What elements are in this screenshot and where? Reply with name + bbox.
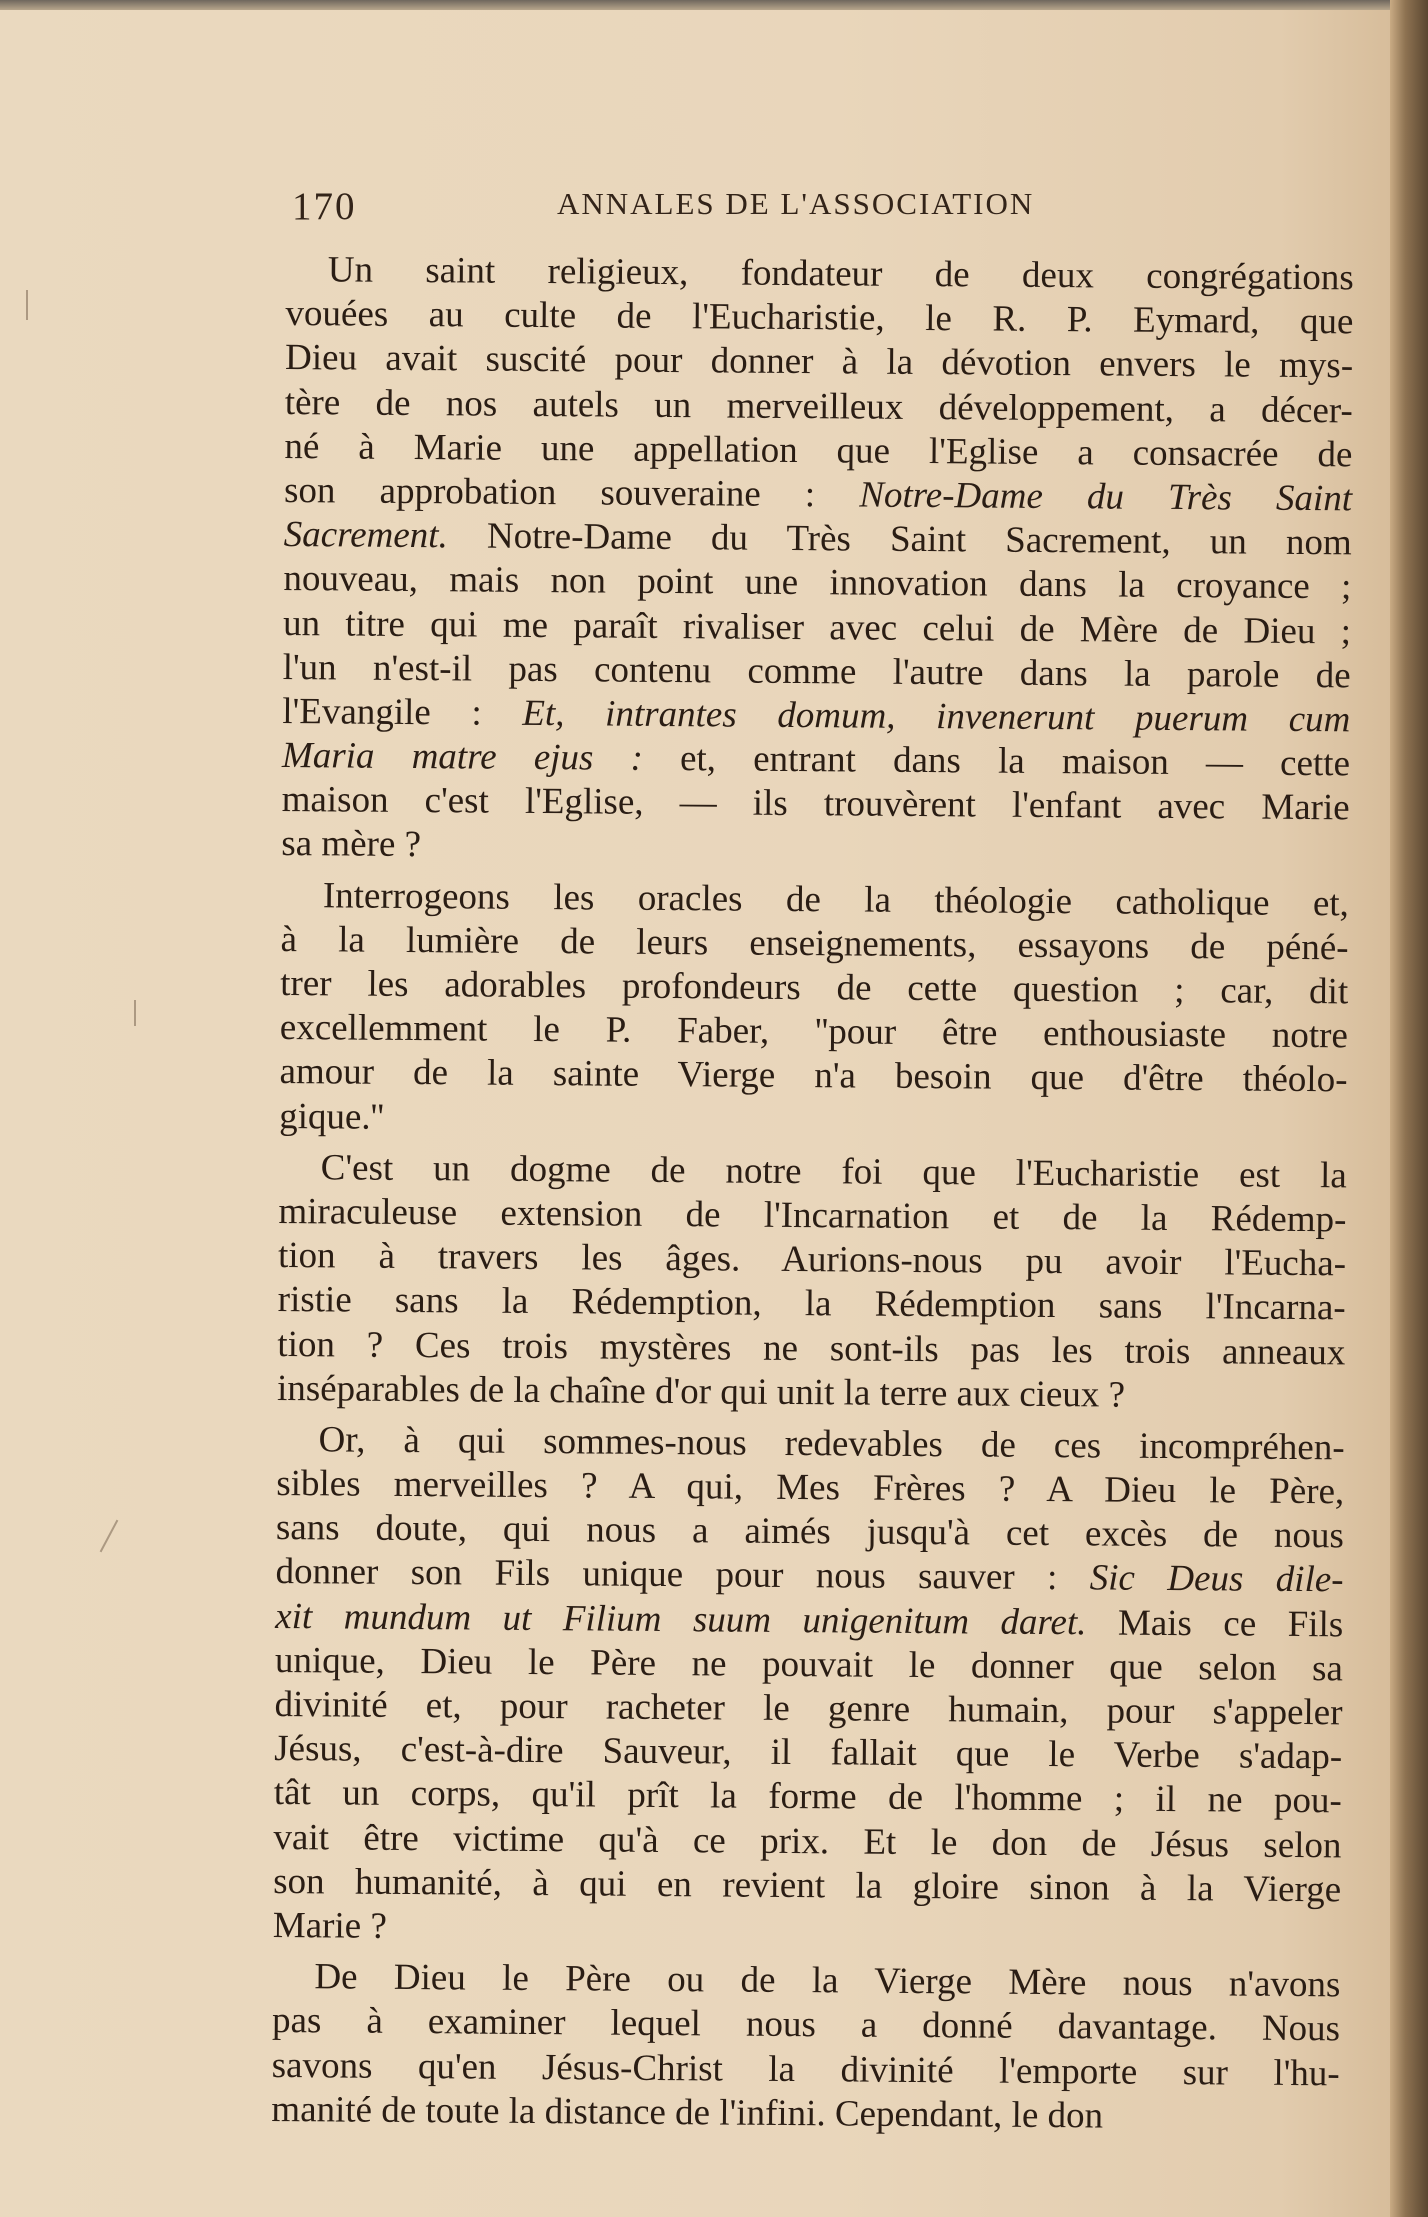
pencil-mark (100, 1520, 119, 1553)
text-line (278, 1278, 1346, 1331)
line-text: Or, à qui sommes-nous redevables de ces incompréhen- (318, 1419, 1345, 1469)
text-line (279, 1050, 1347, 1103)
line-text: sa mère ? (281, 823, 422, 866)
line-text: amour de la sainte Vierge n'a besoin que d'être théolo- (279, 1051, 1348, 1101)
line-text: sibles merveilles ? A qui, Mes Frères ? A Dieu le Père, (276, 1463, 1345, 1513)
text-line (271, 2088, 1339, 2141)
text-line (272, 2043, 1340, 2096)
running-title: ANNALES DE L'ASSOCIATION (557, 186, 1035, 221)
text-line (283, 601, 1351, 654)
line-text: Un saint religieux, fondateur de deux congrégations (327, 249, 1354, 299)
line-text: nouveau, mais non point une innovation dans la croyance ; (283, 558, 1352, 608)
text-line (279, 1095, 1347, 1148)
italic-text: Sacrement. (283, 514, 448, 557)
line-text: Notre-Dame du Très Saint Sacrement, un nom (486, 515, 1352, 564)
line-text: Marie ? (272, 1904, 388, 1947)
line-text: Dieu avait suscité pour donner à la dévotion envers le mys- (284, 337, 1354, 387)
line-text: tion à travers les âges. Aurions-nous pu avoir l'Eucha- (277, 1235, 1347, 1285)
text-line (285, 336, 1353, 389)
line-text: De Dieu le Père ou de la Vierge Mère nous n'avons (314, 1956, 1341, 2006)
line-text: unique, Dieu le Père ne pouvait le donner que selon sa (274, 1639, 1344, 1690)
line-text: ristie sans la Rédemption, la Rédemption sans l'Incarna- (277, 1279, 1346, 1329)
text-line (273, 1816, 1341, 1869)
line-text: maison c'est l'Eglise, — ils trouvèrent l'enfant avec Marie (281, 779, 1350, 829)
line-text: et, entrant dans la maison — cette (679, 738, 1351, 785)
text-line (274, 1771, 1342, 1824)
line-text: manité de toute la distance de l'infini. Cependant, le don (271, 2088, 1104, 2137)
pencil-mark (26, 290, 28, 320)
line-text: inséparables de la chaîne d'or qui unit la terre aux cieux ? (276, 1367, 1126, 1416)
line-text: divinité et, pour racheter le genre humain, pour s'appeler (274, 1683, 1343, 1734)
text-line (281, 822, 1349, 875)
line-text: pas à examiner lequel nous a donné davantage. Nous (271, 2000, 1341, 2050)
line-text: l'un n'est-il pas contenu comme l'autre dans la parole de (282, 646, 1351, 697)
line-text: un titre qui me paraît rivaliser avec celui de Mère de Dieu ; (282, 602, 1352, 652)
line-text: né à Marie une appellation que l'Eglise a consacrée de (284, 425, 1353, 476)
page-header (292, 176, 1352, 226)
text-line (277, 1367, 1345, 1420)
line-text: à la lumière de leurs enseignements, essayons de péné- (280, 918, 1349, 969)
line-text: son humanité, à qui en revient la gloire sinon à la Vierge (273, 1860, 1342, 1911)
italic-text: Maria matre ejus : (281, 735, 644, 779)
italic-text: Notre-Dame du Très Saint (859, 474, 1353, 520)
line-text: Interrogeons les oracles de la théologie catholique et, (322, 874, 1350, 924)
line-text: tère de nos autels un merveilleux développement, a décer- (284, 381, 1353, 431)
page-edge (1390, 0, 1428, 2217)
text-line (273, 1860, 1341, 1913)
line-text: vouées au culte de l'Eucharistie, le R. P. Eymard, que (285, 293, 1354, 343)
text-line (273, 1904, 1341, 1957)
line-text: excellemment le P. Faber, ''pour être enthousiaste notre (279, 1007, 1349, 1057)
line-text: vait être victime qu'à ce prix. Et le don de Jésus selon (273, 1816, 1342, 1866)
text-line (277, 1322, 1345, 1375)
italic-text: Et, intrantes domum, invenerunt puerum cum (522, 692, 1351, 741)
pencil-mark (134, 1000, 136, 1026)
line-text: Jésus, c'est-à-dire Sauveur, il fallait que le Verbe s'adap- (274, 1728, 1343, 1778)
line-text: miraculeuse extension de l'Incarnation et de la Rédemp- (278, 1190, 1347, 1241)
text-line (283, 557, 1351, 610)
italic-text: xit mundum ut Filium suum unigenitum daret. (275, 1595, 1087, 1643)
line-text: sans doute, qui nous a aimés jusqu'à cet excès de nous (275, 1507, 1345, 1557)
text-line (285, 381, 1353, 434)
line-text: son approbation souveraine : (283, 469, 816, 516)
line-text: tât un corps, qu'il prît la forme de l'homme ; il ne pou- (273, 1772, 1342, 1822)
italic-text: Sic Deus dile- (1089, 1557, 1344, 1601)
line-text: donner son Fils unique pour nous sauver : (275, 1551, 1058, 1599)
text-line (272, 1999, 1340, 2052)
line-text: C'est un dogme de notre foi que l'Eucharistie est la (320, 1147, 1347, 1197)
line-text: tion ? Ces trois mystères ne sont-ils pas les trois anneaux (277, 1323, 1346, 1373)
text-line (281, 778, 1349, 831)
text-line (275, 1550, 1343, 1603)
top-edge-shadow (0, 0, 1390, 10)
line-text: Mais ce Fils (1117, 1602, 1344, 1645)
line-text: trer les adorables profondeurs de cette question ; car, dit (280, 962, 1349, 1013)
page-number: 170 (292, 185, 357, 228)
line-text: savons qu'en Jésus-Christ la divinité l'emporte sur l'hu- (271, 2044, 1340, 2094)
page-body (271, 248, 1354, 2140)
line-text: gique.'' (279, 1095, 385, 1138)
line-text: l'Evangile : (282, 690, 482, 734)
